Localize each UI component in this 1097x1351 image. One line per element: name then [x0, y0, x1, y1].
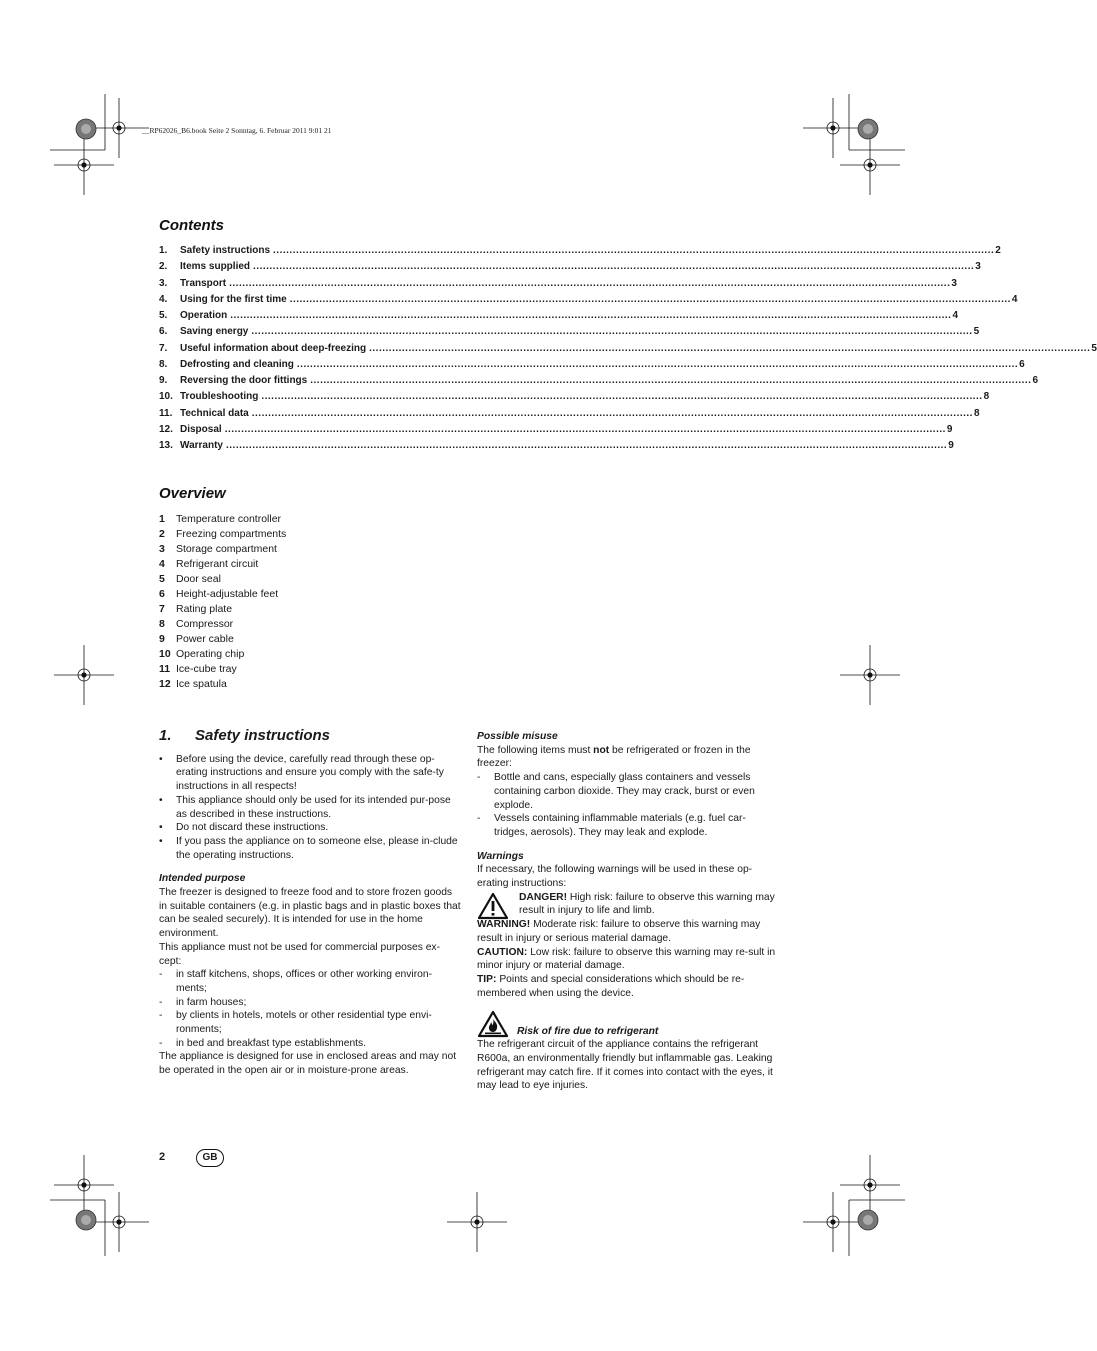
- paragraph: The following items must not be refrigerated or frozen in the freezer:: [477, 744, 751, 770]
- list-item: 8 Compressor: [159, 618, 234, 630]
- paragraph: TIP: Points and special considerations which should be re-membered when using the device.: [477, 973, 745, 999]
- toc-leader: ............................................................................................................................................................................................................................: [289, 293, 1011, 305]
- toc-row[interactable]: 11. Technical data ............................................................................................................................................................................................................................ 8: [159, 406, 595, 422]
- page-number: 2: [159, 1151, 166, 1163]
- contents-heading: Contents: [159, 217, 224, 234]
- paragraph: This appliance must not be used for commercial purposes ex-cept:: [159, 941, 441, 967]
- list-item: • This appliance should only be used for its intended pur-pose as described in these instructions.: [159, 794, 451, 820]
- list-item: 7 Rating plate: [159, 603, 233, 615]
- color-dial-top-left-icon: [76, 119, 96, 139]
- bullet-icon: •: [159, 753, 163, 765]
- toc-row[interactable]: 13. Warranty ............................................................................................................................................................................................................................ 9: [159, 438, 595, 454]
- toc-leader: ............................................................................................................................................................................................................................: [261, 391, 983, 403]
- toc-row[interactable]: 10. Troubleshooting ............................................................................................................................................................................................................................ 8: [159, 389, 595, 405]
- paragraph: WARNING! Moderate risk: failure to observe this warning may result in injury or serious material damage.: [477, 919, 761, 944]
- toc-leader: ............................................................................................................................................................................................................................: [310, 375, 1032, 386]
- toc-leader: ............................................................................................................................................................................................................................: [251, 407, 973, 419]
- bullet-icon: •: [159, 835, 163, 847]
- toc-row[interactable]: 12. Disposal ............................................................................................................................................................................................................................ 9: [159, 422, 595, 438]
- dash-icon: -: [159, 1010, 163, 1022]
- toc-row[interactable]: 8. Defrosting and cleaning ............................................................................................................................................................................................................................ 6: [159, 357, 595, 373]
- crosshair-bottom-left-lower-icon: [89, 1192, 149, 1252]
- toc-row[interactable]: 4. Using for the first time ............................................................................................................................................................................................................................ 4: [159, 292, 595, 308]
- paragraph: If necessary, the following warnings will be used in these op-erating instructions:: [477, 864, 753, 890]
- color-dial-bottom-right-icon: [858, 1210, 878, 1230]
- toc-row[interactable]: 1. Safety instructions ............................................................................................................................................................................................................................ 2: [159, 243, 595, 259]
- list-item: • Before using the device, carefully read through these op-erating instructions and ensure you comply with the safe-ty instructions in all respects!: [159, 753, 444, 793]
- dash-icon: -: [477, 813, 481, 825]
- list-item: 4 Refrigerant circuit: [159, 558, 259, 570]
- list-item: 5 Door seal: [159, 573, 221, 585]
- toc-leader: ............................................................................................................................................................................................................................: [230, 310, 952, 321]
- warnings-heading: Warnings: [477, 850, 524, 862]
- list-item: - in farm houses;: [159, 996, 247, 1008]
- toc-leader: ............................................................................................................................................................................................................................: [224, 423, 946, 435]
- paragraph: The freezer is designed to freeze food and to store frozen goods in suitable containers (e.g. in plastic bags and in plastic boxes that can be sealed securely). It is intended for use in the home environment.: [159, 887, 461, 940]
- toc-row[interactable]: 3. Transport ............................................................................................................................................................................................................................ 3: [159, 276, 595, 292]
- paragraph: The appliance is designed for use in enclosed areas and may not be operated in the open air or in moisture-prone areas.: [159, 1051, 457, 1077]
- list-item: 10 Operating chip: [159, 648, 245, 660]
- overview-list: [159, 512, 286, 692]
- toc-row[interactable]: 9. Reversing the door fittings ............................................................................................................................................................................................................................ 6: [159, 373, 595, 389]
- crosshair-mid-right-icon: [840, 645, 900, 705]
- crosshair-mid-left-icon: [54, 645, 114, 705]
- flammable-warning-icon: [477, 1010, 509, 1038]
- print-info: __RP62026_B6.book Seite 2 Sonntag, 6. Februar 2011 9:01 21: [142, 126, 332, 135]
- fire-risk-heading: Risk of fire due to refrigerant: [477, 1010, 777, 1038]
- dash-icon: -: [159, 1037, 163, 1049]
- list-item: 3 Storage compartment: [159, 543, 277, 555]
- list-item: - in bed and breakfast type establishments.: [159, 1037, 367, 1049]
- crosshair-bottom-right-lower-icon: [803, 1192, 863, 1252]
- color-dial-top-right-icon: [858, 119, 878, 139]
- overview-heading: Overview: [159, 485, 226, 502]
- exception-list: [159, 968, 461, 1050]
- toc-leader: ............................................................................................................................................................................................................................: [251, 326, 973, 338]
- toc-leader: ............................................................................................................................................................................................................................: [229, 277, 951, 289]
- toc-leader: ............................................................................................................................................................................................................................: [225, 440, 948, 451]
- dash-icon: -: [477, 772, 481, 784]
- bullet-icon: •: [159, 822, 163, 834]
- list-item: 1 Temperature controller: [159, 513, 282, 525]
- toc-row[interactable]: 6. Saving energy ............................................................................................................................................................................................................................ 5: [159, 324, 595, 340]
- dash-icon: -: [159, 996, 163, 1008]
- list-item: 12 Ice spatula: [159, 678, 227, 690]
- crosshair-top-left-icon: [89, 98, 149, 158]
- list-item: - Bottle and cans, especially glass containers and vessels containing carbon dioxide. They may crack, burst or even explode.: [477, 772, 755, 811]
- section-title: 1. Safety instructions: [159, 727, 331, 744]
- possible-misuse-heading: Possible misuse: [477, 731, 558, 742]
- toc-row[interactable]: 5. Operation ............................................................................................................................................................................................................................ 4: [159, 308, 595, 324]
- paragraph: CAUTION: Low risk: failure to observe this warning may re-sult in minor injury or material damage.: [477, 946, 776, 972]
- toc-row[interactable]: 2. Items supplied ............................................................................................................................................................................................................................ 3: [159, 259, 595, 275]
- toc-leader: ............................................................................................................................................................................................................................: [369, 342, 1091, 354]
- warning-triangle-icon: [477, 892, 509, 920]
- list-item: - in staff kitchens, shops, offices or other working environ-ments;: [159, 969, 433, 994]
- list-item: 11 Ice-cube tray: [159, 663, 237, 675]
- dash-icon: -: [159, 969, 163, 981]
- toc-row[interactable]: 7. Useful information about deep-freezing ............................................................................................................................................................................................................................ 5: [159, 341, 595, 357]
- bullet-icon: •: [159, 794, 163, 806]
- crosshair-bottom-center-icon: [447, 1192, 507, 1252]
- paragraph: The refrigerant circuit of the appliance contains the refrigerant R600a, an environmentally friendly but inflammable gas. Leaking refrigerant may catch fire. If it comes into contact with the eyes, it may lead to eye injuries.: [477, 1039, 773, 1092]
- list-item: 2 Freezing compartments: [159, 528, 287, 540]
- list-item: 9 Power cable: [159, 633, 234, 645]
- toc-leader: ............................................................................................................................................................................................................................: [296, 358, 1019, 370]
- crosshair-top-right-icon: [803, 98, 863, 158]
- danger-warning: DANGER! High risk: failure to observe this warning may result in injury to life and limb.: [477, 891, 777, 918]
- language-badge: GB: [196, 1149, 224, 1167]
- table-of-contents: [159, 243, 1097, 454]
- misuse-list: [477, 771, 777, 840]
- color-dial-bottom-left-icon: [76, 1210, 96, 1230]
- list-item: 6 Height-adjustable feet: [159, 588, 279, 600]
- list-item: • Do not discard these instructions.: [159, 822, 329, 834]
- safety-right-column: [477, 730, 777, 1093]
- list-item: - by clients in hotels, motels or other residential type envi-ronments;: [159, 1010, 432, 1036]
- toc-leader: ............................................................................................................................................................................................................................: [253, 261, 975, 273]
- intended-purpose-heading: Intended purpose: [159, 873, 246, 885]
- toc-leader: ............................................................................................................................................................................................................................: [273, 245, 995, 256]
- list-item: • If you pass the appliance on to someone else, please in-clude the operating instructions.: [159, 835, 458, 861]
- list-item: - Vessels containing inflammable materials (e.g. fuel car-tridges, aerosols). They may leak and explode.: [477, 813, 746, 838]
- safety-left-column: [159, 729, 461, 1078]
- safety-bullets: [159, 753, 461, 863]
